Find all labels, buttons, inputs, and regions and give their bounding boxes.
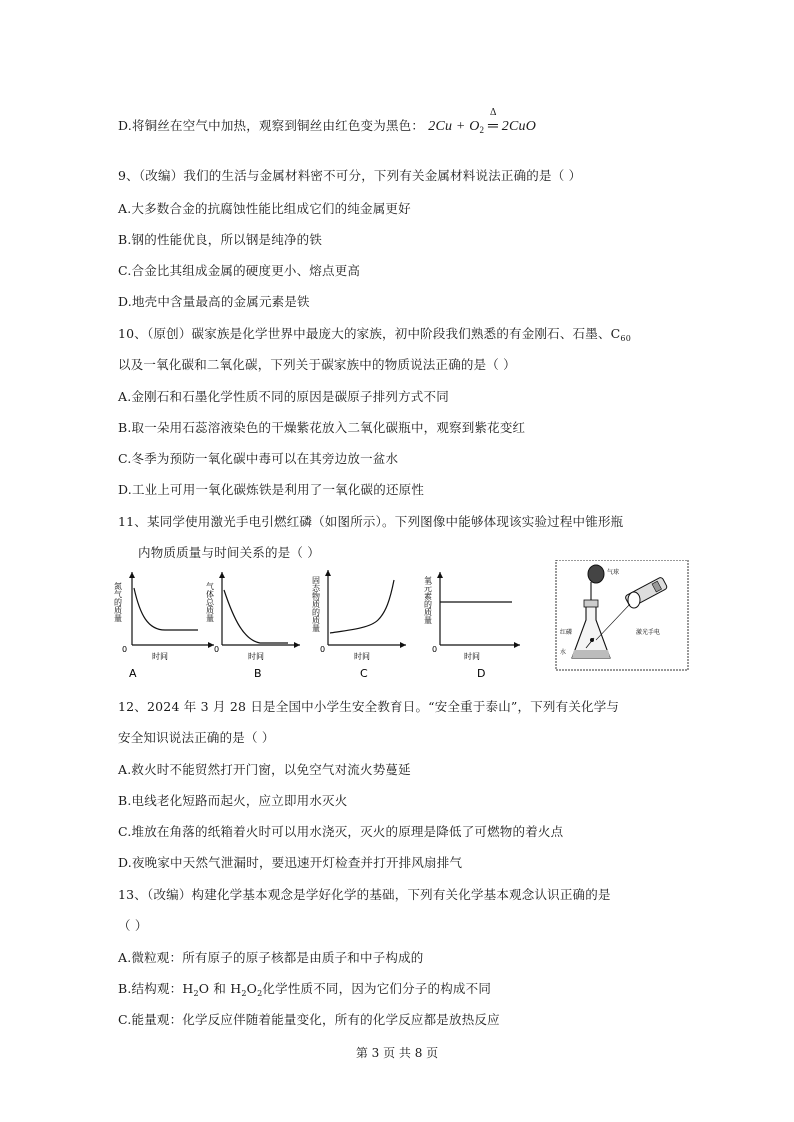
- q12-option-d: D.夜晚家中天然气泄漏时，要迅速开灯检查并打开排风扇排气: [118, 855, 463, 870]
- svg-text:0: 0: [122, 645, 128, 654]
- q10-option-c: C.冬季为预防一氧化碳中毒可以在其旁边放一盆水: [118, 451, 399, 466]
- graph-b-curve: [224, 590, 288, 643]
- label-balloon: 气球: [607, 569, 620, 576]
- label-phosphorus: 红磷: [560, 629, 573, 636]
- graph-a: [114, 572, 215, 680]
- graph-a-letter: A: [129, 667, 137, 680]
- graph-d-letter: D: [477, 667, 486, 680]
- graph-c-ylabel: 固态物质的质量: [311, 576, 321, 632]
- svg-text:0: 0: [214, 645, 220, 654]
- graph-b-letter: B: [254, 667, 262, 680]
- graph-a-curve: [134, 588, 198, 630]
- graph-a-ylabel: 氮气的质量: [113, 582, 123, 622]
- question-13-stem: 13、（改编）构建化学基本观念是学好化学的基础，下列有关化学基本观念认识正确的是: [118, 887, 611, 902]
- question-11-stem-2: 内物质质量与时间关系的是（ ）: [138, 545, 320, 560]
- graph-b-ylabel: 气体总质量: [205, 582, 215, 622]
- q12-option-a: A.救火时不能贸然打开门窗，以免空气对流火势蔓延: [118, 762, 411, 777]
- label-water: 水: [560, 649, 567, 656]
- q12-option-b: B.电线老化短路而起火，应立即用水灭火: [118, 793, 348, 808]
- q9-option-d: D.地壳中含量最高的金属元素是铁: [118, 294, 310, 309]
- svg-text:0: 0: [320, 645, 326, 654]
- graph-b: [205, 572, 301, 680]
- question-9-stem: 9、（改编）我们的生活与金属材料密不可分，下列有关金属材料说法正确的是（ ）: [118, 168, 582, 183]
- page-footer: 第 3 页 共 8 页: [355, 1046, 439, 1060]
- question-13-stem-2: （ ）: [118, 918, 148, 933]
- graph-c-curve: [330, 580, 394, 633]
- graph-c: [311, 570, 407, 680]
- graph-d: [424, 572, 521, 680]
- graph-d-xlabel: 时间: [464, 652, 480, 661]
- q10-option-a: A.金刚石和石墨化学性质不同的原因是碳原子排列方式不同: [118, 389, 449, 404]
- q13-option-c: C.能量观：化学反应伴随着能量变化，所有的化学反应都是放热反应: [118, 1012, 500, 1027]
- question-12-stem: 12、2024 年 3 月 28 日是全国中小学生安全教育日。“安全重于泰山”，下列有关化学与: [118, 699, 620, 714]
- question-12-stem-2: 安全知识说法正确的是（ ）: [118, 730, 275, 745]
- q10-option-d: D.工业上可用一氧化碳炼铁是利用了一氧化碳的还原性: [118, 482, 425, 497]
- balloon-icon: [588, 565, 604, 583]
- q9-option-c: C.合金比其组成金属的硬度更小、熔点更高: [118, 263, 361, 278]
- question-11-stem: 11、某同学使用激光手电引燃红磷（如图所示）。下列图像中能够体现该实验过程中锥形瓶: [118, 514, 624, 529]
- q9-option-a: A.大多数合金的抗腐蚀性能比组成它们的纯金属更好: [118, 201, 411, 216]
- graph-d-ylabel: 氧元素的质量: [423, 576, 433, 624]
- graph-c-letter: C: [360, 667, 368, 680]
- svg-text:0: 0: [432, 645, 438, 654]
- q13-option-a: A.微粒观：所有原子的原子核都是由质子和中子构成的: [118, 950, 424, 965]
- q12-option-c: C.堆放在角落的纸箱着火时可以用水浇灭，灭火的原理是降低了可燃物的着火点: [118, 824, 564, 839]
- q10-option-b: B.取一朵用石蕊溶液染色的干燥紫花放入二氧化碳瓶中，观察到紫花变红: [118, 420, 526, 435]
- q13-option-b: B.结构观：$H_2O$ 和 $H_2O_2$化学性质不同，因为它们分子的构成不同: [118, 981, 492, 998]
- apparatus-figure: [556, 560, 688, 670]
- graph-a-xlabel: 时间: [152, 652, 168, 661]
- label-flashlight: 激光手电: [636, 629, 661, 636]
- option-d-copper: D.将铜丝在空气中加热，观察到铜丝由红色变为黑色： $2Cu + O_2$ Δ ═ 2CuO: [118, 107, 537, 135]
- question-10-stem: 10、（原创）碳家族是化学世界中最庞大的家族，初中阶段我们熟悉的有金刚石、石墨、$C_{60}$: [118, 326, 632, 343]
- equation: $2Cu + O_2$ Δ ═ 2CuO: [428, 107, 537, 135]
- graph-c-xlabel: 时间: [354, 652, 370, 661]
- question-10-stem-2: 以及一氧化碳和二氧化碳，下列关于碳家族中的物质说法正确的是（ ）: [118, 357, 516, 372]
- q11-figures: [110, 560, 700, 688]
- q9-option-b: B.钢的性能优良，所以钢是纯净的铁: [118, 232, 323, 247]
- graph-b-xlabel: 时间: [248, 652, 264, 661]
